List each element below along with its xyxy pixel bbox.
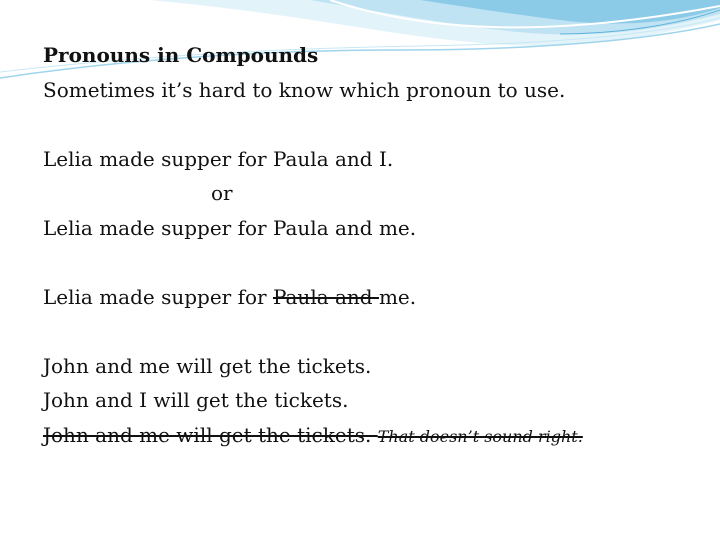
or-separator: or [211, 181, 233, 205]
example-3-prefix: Lelia made supper for [43, 285, 273, 309]
john-3-struck: John and me will get the tickets. [43, 423, 378, 447]
example-3-suffix: me. [378, 285, 417, 309]
intro-text: Sometimes it’s hard to know which pronoun to use. [43, 78, 566, 102]
example-sentence-3 [43, 284, 416, 310]
john-sentence-1: John and me will get the tickets. [43, 354, 372, 378]
slide-title: Pronouns in Compounds [43, 43, 319, 67]
example-sentence-1: Lelia made supper for Paula and I. [43, 147, 394, 171]
example-sentence-2: Lelia made supper for Paula and me. [43, 216, 417, 240]
example-3-struck: Paula and [272, 285, 379, 309]
john-sentence-2: John and I will get the tickets. [43, 388, 349, 412]
john-sentence-3 [43, 422, 583, 450]
john-3-note: That doesn’t sound right. [377, 427, 583, 446]
